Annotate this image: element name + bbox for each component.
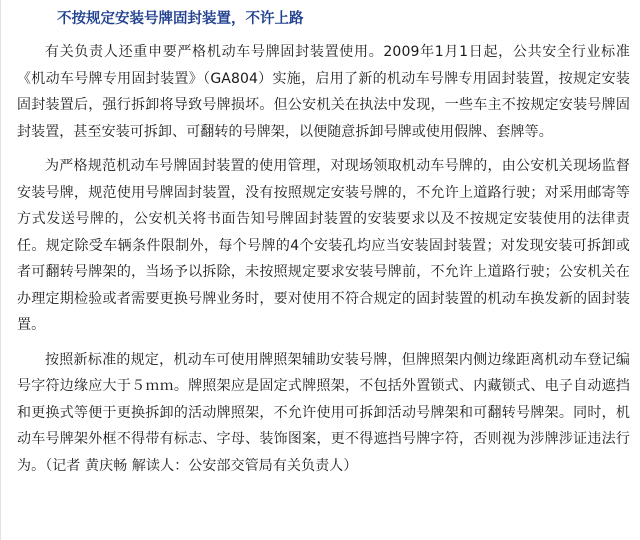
article-paragraph-1: 有关负责人还重申要严格机动车号牌固封装置使用。2009年1月1日起，公共安全行业标准《机动车号牌专用固封装置》（GA804）实施，启用了新的机动车号牌专用固封装置，按规定安装固封装置后，强行拆卸将导致号牌损坏。但公安机关在执法中发现，一些车主不按规定安装号牌固封装置，甚至安装可拆卸、可翻转的号牌架，以便随意拆卸号牌或使用假牌、套牌等。 (17, 44, 630, 140)
article-paragraph-2: 为严格规范机动车号牌固封装置的使用管理，对现场领取机动车号牌的，由公安机关现场监督安装号牌，规范使用号牌固封装置，没有按照规定安装号牌的，不允许上道路行驶；对采用邮寄等方式发送号牌的，公安机关将书面告知号牌固封装置的安装要求以及不按规定安装使用的法律责任。规定除受车辆条件限制外，每个号牌的4个安装孔均应当安装固封装置；对发现安装可拆卸或者可翻转号牌架的，当场予以拆除，未按照规定要求安装号牌前，不允许上道路行驶；公安机关在办理定期检验或者需要更换号牌业务时，要对使用不符合规定的固封装置的机动车换发新的固封装置。 (17, 158, 630, 333)
article-title: 不按规定安装号牌固封装置，不许上路 (57, 11, 304, 27)
article-paragraph-3: 按照新标准的规定，机动车可使用牌照架辅助安装号牌，但牌照架内侧边缘距离机动车登记编号字符边缘应大于５ｍｍ。牌照架应是固定式牌照架，不包括外置锁式、内藏锁式、电子自动遮挡和更换式等便于更换拆卸的活动牌照架，不允许使用可拆卸活动号牌架和可翻转号牌架。同时，机动车号牌架外框不得带有标志、字母、装饰图案，更不得遮挡号牌字符，否则视为涉牌涉证违法行为。（记者 黄庆畅 解读人：公安部交管局有关负责人） (17, 351, 630, 474)
